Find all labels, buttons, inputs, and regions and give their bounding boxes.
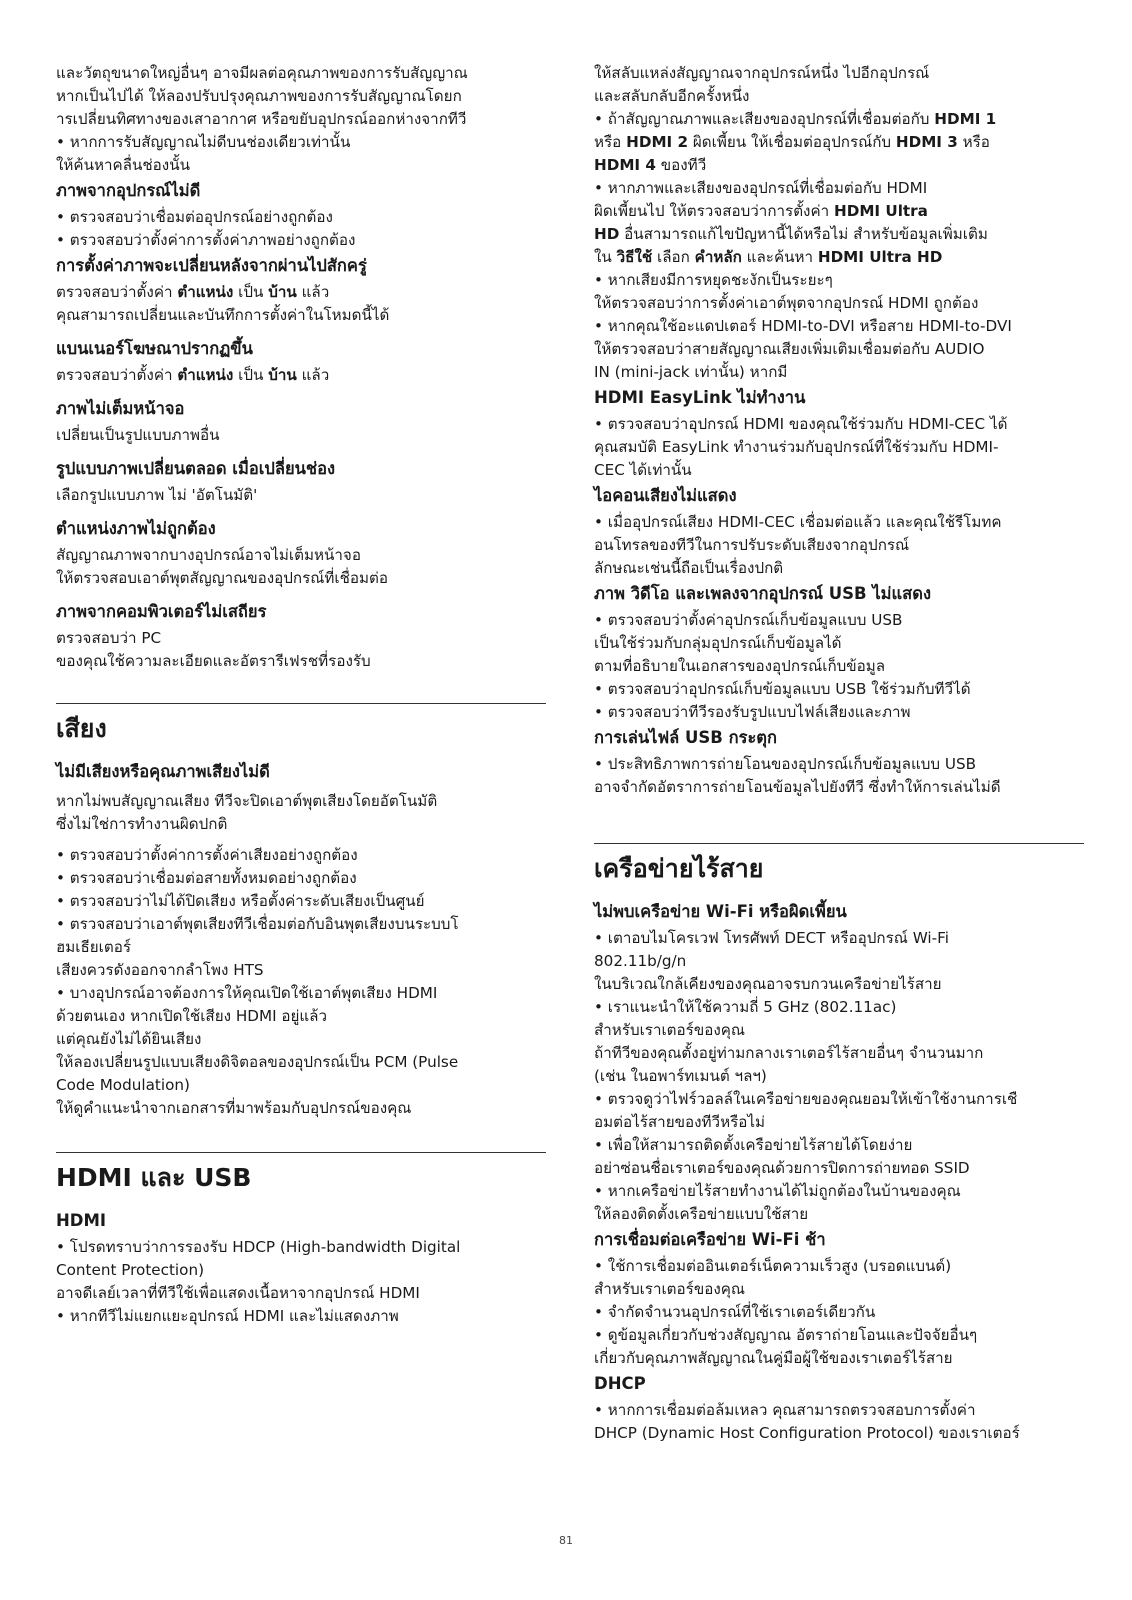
heading-computer-unstable: ภาพจากคอมพิวเตอร์ไม่เสถียร: [56, 602, 267, 621]
body-format-changes: เลือกรูปแบบภาพ ไม่ 'อัตโนมัติ': [56, 486, 258, 504]
section-heading-hdmi-usb: HDMI และ USB: [56, 1163, 252, 1192]
right-column: [594, 62, 1084, 1445]
body-not-full-screen: เปลี่ยนเป็นรูปแบบภาพอื่น: [56, 426, 220, 444]
body-hdmi: • โปรดทราบว่าการรองรับ HDCP (High-bandwidth Digital Content Protection) อาจดีเลย์เวลาที่ทีวีใช้เพื่อแสดงเนื้อหาจากอุปกรณ์ HDMI • หากทีวีไม่แยกแยะอุปกรณ์ HDMI และไม่แสดงภาพ: [56, 1238, 461, 1325]
heading-not-full-screen: ภาพไม่เต็มหน้าจอ: [56, 399, 185, 418]
section-divider-wireless: [594, 843, 1084, 844]
heading-dhcp: DHCP: [594, 1374, 646, 1393]
body-wifi-not-found: • เตาอบไมโครเวฟ โทรศัพท์ DECT หรืออุปกรณ์ Wi-Fi 802.11b/g/n ในบริเวณใกล้เคียงของคุณอาจรบกวนเครือข่ายไร้สาย • เราแนะนำให้ใช้ความถี่ 5 GHz (802.11ac) สำหรับเราเตอร์ของคุณ ถ้าทีวีของคุณตั้งอยู่ท่ามกลางเราเตอร์ไร้สายอื่นๆ จำนวนมาก (เช่น ในอพาร์ทเมนต์ ฯลฯ) • ตรวจดูว่าไฟร์วอลล์ในเครือข่ายของคุณยอมให้เข้าใช้งานการเชื อมต่อไร้สายของทีวีหรือไม่ • เพื่อให้สามารถติดตั้งเครือข่ายไร้สายได้โดยง่าย อย่าซ่อนชื่อเราเตอร์ของคุณด้วยการปิดการถ่ายทอด SSID • หากเครือข่ายไร้สายทำงานได้ไม่ถูกต้องในบ้านของคุณ ให้ลองติดตั้งเครือข่ายแบบใช้สาย: [594, 929, 1018, 1223]
body-settings-change: ตรวจสอบว่าตั้งค่า ตำแหน่ง เป็น บ้าน แล้ว คุณสามารถเปลี่ยนและบันทึกการตั้งค่าในโหมดนี้ได้: [56, 283, 390, 324]
heading-hdmi: HDMI: [56, 1211, 107, 1230]
heading-no-sound: ไม่มีเสียงหรือคุณภาพเสียงไม่ดี: [56, 762, 270, 781]
left-column: [56, 62, 546, 1328]
body-usb-not-shown: • ตรวจสอบว่าตั้งค่าอุปกรณ์เก็บข้อมูลแบบ USB เป็นใช้ร่วมกับกลุ่มอุปกรณ์เก็บข้อมูลได้ ตามที่อธิบายในเอกสารของอุปกรณ์เก็บข้อมูล • ตรวจสอบว่าอุปกรณ์เก็บข้อมูลแบบ USB ใช้ร่วมกับทีวีได้ • ตรวจสอบว่าทีวีรองรับรูปแบบไฟล์เสียงและภาพ: [594, 611, 971, 721]
body-banner: ตรวจสอบว่าตั้งค่า ตำแหน่ง เป็น บ้าน แล้ว: [56, 366, 330, 384]
heading-usb-choppy: การเล่นไฟล์ USB กระตุก: [594, 728, 778, 747]
body-usb-choppy: • ประสิทธิภาพการถ่ายโอนของอุปกรณ์เก็บข้อมูลแบบ USB อาจจำกัดอัตราการถ่ายโอนข้อมูลไปยังทีวี ซึ่งทำให้การเล่นไม่ดี: [594, 755, 1001, 796]
section-divider-sound: [56, 703, 546, 704]
body-poor-device-picture: • ตรวจสอบว่าเชื่อมต่ออุปกรณ์อย่างถูกต้อง • ตรวจสอบว่าตั้งค่าการตั้งค่าภาพอย่างถูกต้อง: [56, 208, 356, 249]
section-divider-hdmi-usb: [56, 1152, 546, 1153]
heading-format-changes: รูปแบบภาพเปลี่ยนตลอด เมื่อเปลี่ยนช่อง: [56, 459, 336, 478]
heading-settings-change: การตั้งค่าภาพจะเปลี่ยนหลังจากผ่านไปสักครู่: [56, 256, 367, 275]
heading-wifi-slow: การเชื่อมต่อเครือข่าย Wi-Fi ช้า: [594, 1230, 826, 1249]
body-volume-icon: • เมื่ออุปกรณ์เสียง HDMI-CEC เชื่อมต่อแล้ว และคุณใช้รีโมทค อนโทรลของทีวีในการปรับระดับเสียงจากอุปกรณ์ ลักษณะเช่นนี้ถือเป็นเรื่องปกติ: [594, 513, 1002, 577]
intro-paragraph: และวัตถุขนาดใหญ่อื่นๆ อาจมีผลต่อคุณภาพของการรับสัญญาณ หากเป็นไปได้ ให้ลองปรับปรุงคุณภาพของการรับสัญญาณโดยก ารเปลี่ยนทิศทางของเสาอากาศ หรือขยับอุปกรณ์ออกห่างจากทีวี • หากการรับสัญญาณไม่ดีบนช่องเดียวเท่านั้น ให้ค้นหาคลื่นช่องนั้น: [56, 64, 468, 174]
heading-usb-not-shown: ภาพ วิดีโอ และเพลงจากอุปกรณ์ USB ไม่แสดง: [594, 584, 932, 603]
heading-wifi-not-found: ไม่พบเครือข่าย Wi-Fi หรือผิดเพี้ยน: [594, 902, 847, 921]
hdmi-continued-paragraph: ให้สลับแหล่งสัญญาณจากอุปกรณ์หนึ่ง ไปอีกอุปกรณ์ และสลับกลับอีกครั้งหนึ่ง • ถ้าสัญญาณภาพและเสียงของอุปกรณ์ที่เชื่อมต่อกับ HDMI 1 หรือ HDMI 2 ผิดเพี้ยน ให้เชื่อมต่ออุปกรณ์กับ HDMI 3 หรือ HDMI 4 ของทีวี • หากภาพและเสียงของอุปกรณ์ที่เชื่อมต่อกับ HDMI ผิดเพี้ยนไป ให้ตรวจสอบว่าการตั้งค่า HDMI Ultra HD อื่นสามารถแก้ไขปัญหานี้ได้หรือไม่ สำหรับข้อมูลเพิ่มเติม ใน วิธีใช้ เลือก คำหลัก และค้นหา HDMI Ultra HD • หากเสียงมีการหยุดชะงักเป็นระยะๆ ให้ตรวจสอบว่าการตั้งค่าเอาต์พุตจากอุปกรณ์ HDMI ถูกต้อง • หากคุณใช้อะแดปเตอร์ HDMI-to-DVI หรือสาย HDMI-to-DVI ให้ตรวจสอบว่าสายสัญญาณเสียงเพิ่มเติมเชื่อมต่อกับ AUDIO IN (mini-jack เท่านั้น) หากมี: [594, 64, 1012, 381]
heading-volume-icon: ไอคอนเสียงไม่แสดง: [594, 486, 737, 505]
body-easylink: • ตรวจสอบว่าอุปกรณ์ HDMI ของคุณใช้ร่วมกับ HDMI-CEC ได้ คุณสมบัติ EasyLink ทำงานร่วมกับอุปกรณ์ที่ใช้ร่วมกับ HDMI- CEC ได้เท่านั้น: [594, 415, 1008, 479]
body-wifi-slow: • ใช้การเชื่อมต่ออินเตอร์เน็ตความเร็วสูง (บรอดแบนด์) สำหรับเราเตอร์ของคุณ • จำกัดจำนวนอุปกรณ์ที่ใช้เราเตอร์เดียวกัน • ดูข้อมูลเกี่ยวกับช่วงสัญญาณ อัตราถ่ายโอนและปัจจัยอื่นๆ เกี่ยวกับคุณภาพสัญญาณในคู่มือผู้ใช้ของเราเตอร์ไร้สาย: [594, 1257, 978, 1367]
body-computer-unstable: ตรวจสอบว่า PC ของคุณใช้ความละเอียดและอัตรารีเฟรชที่รองรับ: [56, 629, 371, 670]
page-number: 81: [559, 1534, 573, 1547]
body-no-sound-intro: หากไม่พบสัญญาณเสียง ทีวีจะปิดเอาต์พุตเสียงโดยอัตโนมัติ ซึ่งไม่ใช่การทำงานผิดปกติ: [56, 792, 438, 833]
heading-easylink: HDMI EasyLink ไม่ทำงาน: [594, 388, 806, 407]
heading-banner: แบนเนอร์โฆษณาปรากฏขึ้น: [56, 339, 253, 358]
body-no-sound-checks: • ตรวจสอบว่าตั้งค่าการตั้งค่าเสียงอย่างถูกต้อง • ตรวจสอบว่าเชื่อมต่อสายทั้งหมดอย่างถูกต้อง • ตรวจสอบว่าไม่ได้ปิดเสียง หรือตั้งค่าระดับเสียงเป็นศูนย์ • ตรวจสอบว่าเอาต์พุตเสียงทีวีเชื่อมต่อกับอินพุตเสียงบนระบบโ ฮมเธียเตอร์ เสียงควรดังออกจากลำโพง HTS • บางอุปกรณ์อาจต้องการให้คุณเปิดใช้เอาต์พุตเสียง HDMI ด้วยตนเอง หากเปิดใช้เสียง HDMI อยู่แล้ว แต่คุณยังไม่ได้ยินเสียง ให้ลองเปลี่ยนรูปแบบเสียงดิจิตอลของอุปกรณ์เป็น PCM (Pulse Code Modulation) ให้ดูคำแนะนำจากเอกสารที่มาพร้อมกับอุปกรณ์ของคุณ: [56, 846, 459, 1117]
body-dhcp: • หากการเชื่อมต่อล้มเหลว คุณสามารถตรวจสอบการตั้งค่า DHCP (Dynamic Host Configuration Protocol) ของเราเตอร์: [594, 1401, 1020, 1442]
section-heading-wireless: เครือข่ายไร้สาย: [594, 854, 764, 883]
heading-position-wrong: ตำแหน่งภาพไม่ถูกต้อง: [56, 519, 216, 538]
section-heading-sound: เสียง: [56, 714, 107, 743]
heading-poor-device-picture: ภาพจากอุปกรณ์ไม่ดี: [56, 181, 201, 200]
body-position-wrong: สัญญาณภาพจากบางอุปกรณ์อาจไม่เต็มหน้าจอ ให้ตรวจสอบเอาต์พุตสัญญาณของอุปกรณ์ที่เชื่อมต่อ: [56, 546, 389, 587]
